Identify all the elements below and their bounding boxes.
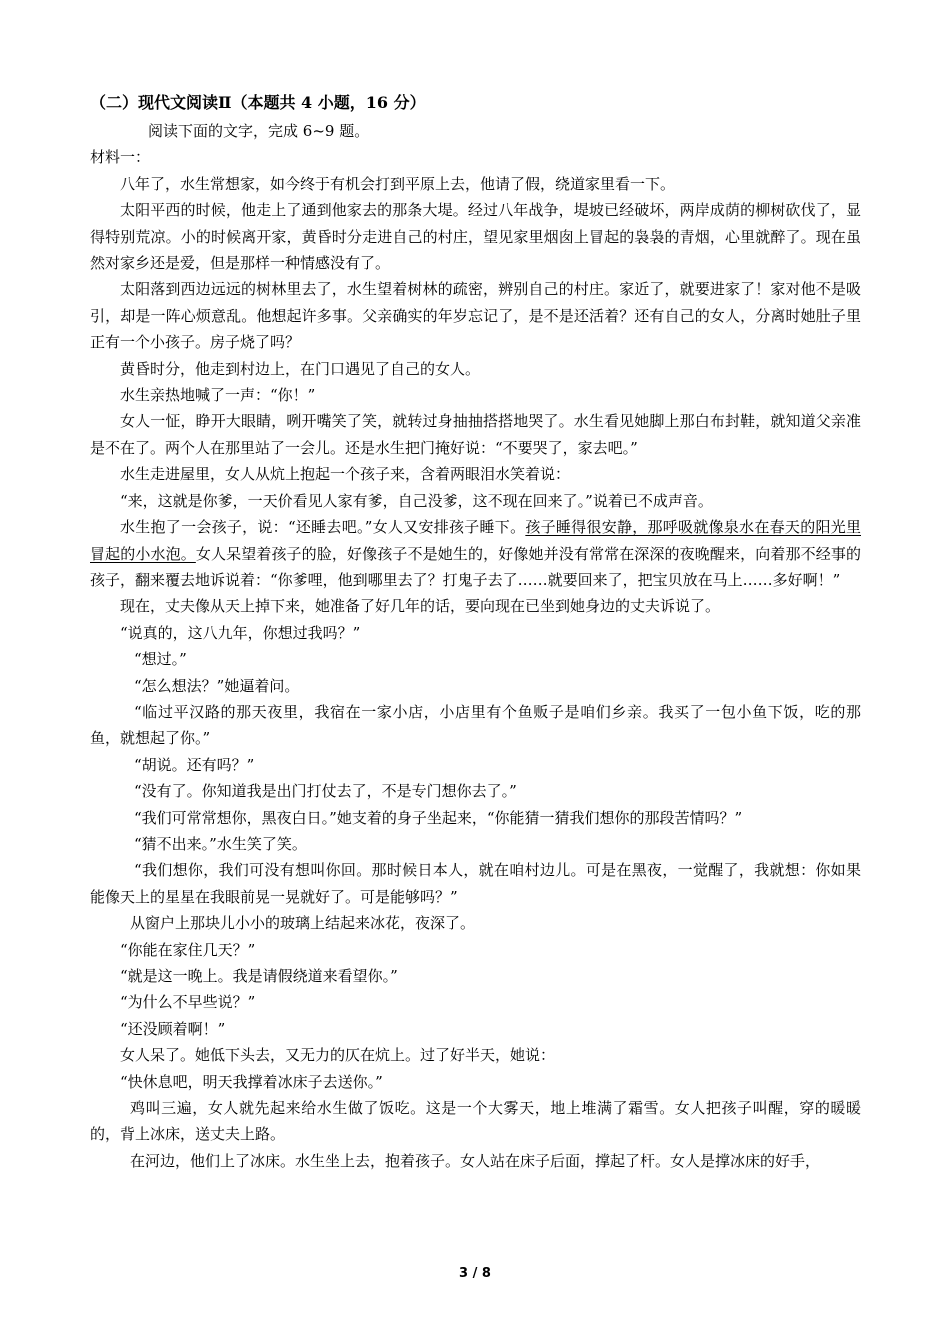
- dialogue-line: “胡说。还有吗？”: [134, 755, 255, 774]
- dialogue-line: “想过。”: [134, 650, 187, 669]
- paragraph: 从窗户上那块儿小小的玻璃上结起来冰花，夜深了。: [130, 914, 476, 933]
- instruction-text: 阅读下面的文字，完成 6~9 题。: [148, 122, 370, 140]
- dialogue-line: “临过平汉路的那天夜里，我宿在一家小店，小店里有个鱼贩子是咱们乡亲。我买了一包小鱼下饭，吃的那鱼，就想起了你。”: [90, 702, 861, 748]
- paragraph: 水生亲热地喊了一声：“你！”: [120, 386, 316, 405]
- dialogue-line: “没有了。你知道我是出门打仗去了，不是专门想你去了。”: [134, 782, 517, 801]
- dialogue-line: “你能在家住几天？”: [120, 940, 256, 959]
- dialogue-line: “说真的，这八九年，你想过我吗？”: [120, 623, 361, 642]
- dialogue-line: “还没顾着啊！”: [120, 1019, 226, 1038]
- paragraph-with-underline: [90, 514, 861, 593]
- document-body: [90, 93, 861, 1174]
- paragraph: 水生走进屋里，女人从炕上抱起一个孩子来，含着两眼泪水笑着说：: [120, 465, 571, 484]
- underlined-sentence: 孩子睡得很安静，那呼吸就像泉水在春天的阳光里冒起的小水泡。: [90, 518, 861, 563]
- paragraph: 鸡叫三遍，女人就先起来给水生做了饭吃。这是一个大雾天，地上堆满了霜雪。女人把孩子叫醒，穿的暖暖的，背上冰床，送丈夫上路。: [90, 1099, 861, 1144]
- dialogue-line: “怎么想法？”她逼着问。: [134, 676, 300, 695]
- paragraph: 黄昏时分，他走到村边上，在门口遇见了自己的女人。: [120, 359, 481, 378]
- dialogue-line: “快休息吧，明天我撑着冰床子去送你。”: [120, 1072, 383, 1091]
- dialogue-line: “猜不出来。”水生笑了笑。: [134, 834, 307, 853]
- dialogue-line: “我们可常常想你，黑夜白日。”她支着的身子坐起来，“你能猜一猜我们想你的那段苦情吗？”: [134, 808, 743, 827]
- paragraph: 太阳平西的时候，他走上了通到他家去的那条大堤。经过八年战争，堤坡已经破坏，两岸成荫的柳树砍伐了，显得特别荒凉。小的时候离开家，黄昏时分走进自己的村庄，望见家里烟囱上冒起的袅袅的青烟，心里就醉了。现在虽然对家乡还是爱，但是那样一种情感没有了。: [90, 201, 861, 273]
- material-label: 材料一：: [90, 148, 151, 167]
- dialogue-line: “为什么不早些说？”: [120, 993, 256, 1012]
- page-number: 3 / 8: [459, 1266, 491, 1281]
- paragraph: 八年了，水生常想家，如今终于有机会打到平原上去，他请了假，绕道家里看一下。: [120, 174, 676, 193]
- text-before-underline: 水生抱了一会孩子，说：“还睡去吧。”女人又安排孩子睡下。: [120, 518, 526, 537]
- section-title: （二）现代文阅读Ⅱ（本题共 4 小题，16 分）: [90, 93, 426, 112]
- dialogue-line: “就是这一晚上。我是请假绕道来看望你。”: [120, 967, 398, 985]
- paragraph: 在河边，他们上了冰床。水生坐上去，抱着孩子。女人站在床子后面，撑起了杆。女人是撑冰床的好手，: [130, 1151, 821, 1170]
- dialogue-line: “我们想你，我们可没有想叫你回。那时候日本人，就在咱村边儿。可是在黑夜，一觉醒了，我就想：你如果能像天上的星星在我眼前晃一晃就好了。可是能够吗？”: [90, 861, 861, 906]
- paragraph: “来，这就是你爹，一天价看见人家有爹，自己没爹，这不现在回来了。”说着已不成声音。: [120, 491, 713, 510]
- paragraph: 现在，丈夫像从天上掉下来，她准备了好几年的话，要向现在已坐到她身边的丈夫诉说了。: [120, 597, 721, 616]
- paragraph: 太阳落到西边远远的树林里去了，水生望着树林的疏密，辨别自己的村庄。家近了，就要进家了！家对他不是吸引，却是一阵心烦意乱。他想起许多事。父亲确实的年岁忘记了，是不是还活着？还有自己的女人，分离时她肚子里正有一个小孩子。房子烧了吗？: [90, 280, 861, 352]
- paragraph: 女人呆了。她低下头去，又无力的仄在炕上。过了好半天，她说：: [120, 1046, 556, 1065]
- paragraph: 女人一怔，睁开大眼睛，咧开嘴笑了笑，就转过身抽抽搭搭地哭了。水生看见她脚上那白布封鞋，就知道父亲准是不在了。两个人在那里站了一会儿。还是水生把门掩好说：“不要哭了，家去吧。”: [90, 412, 861, 457]
- text-after-underline: 女人呆望着孩子的脸，好像孩子不是她生的，好像她并没有常常在深深的夜晚醒来，向着那不经事的孩子，翻来覆去地诉说着：“你爹哩，他到哪里去了？打鬼子去了……就要回来了，把宝贝放在马上……多好啊！”: [90, 544, 861, 589]
